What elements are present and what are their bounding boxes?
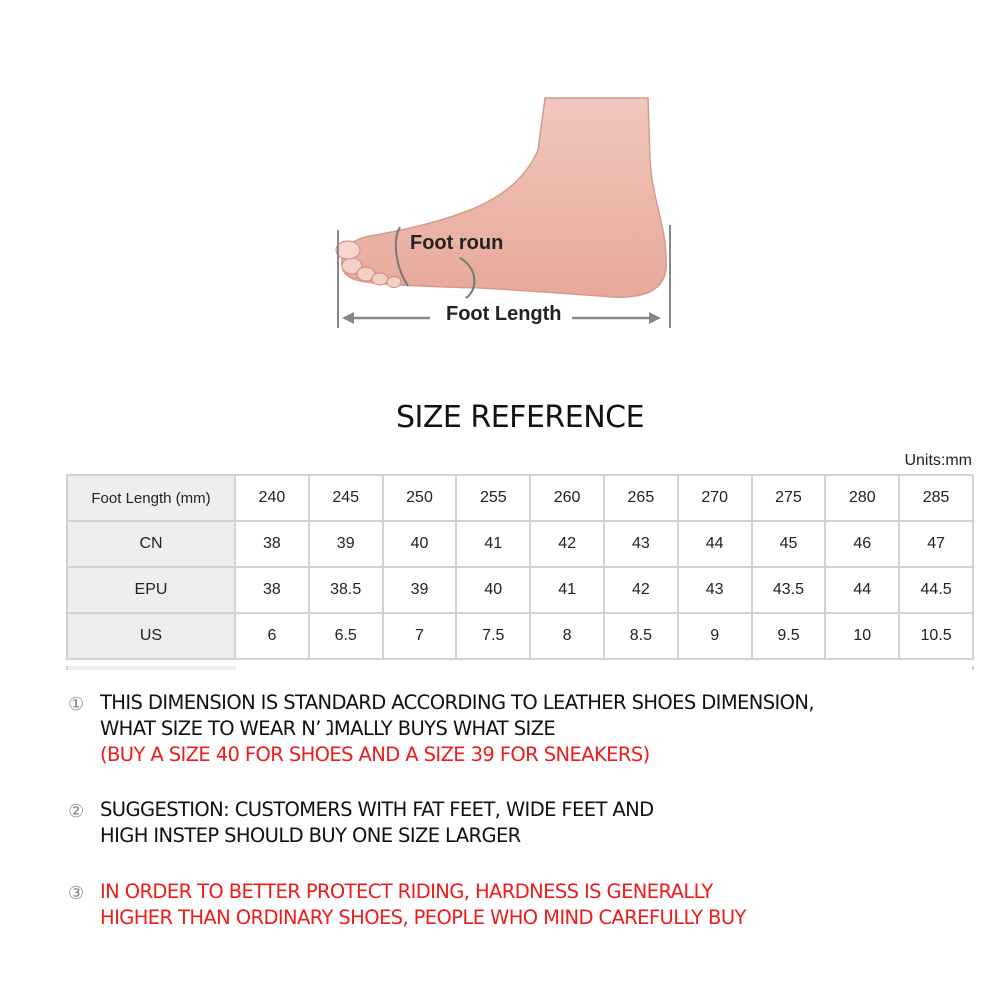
note-1-line-1: THIS DIMENSION IS STANDARD ACCORDING TO LEATHER SHOES DIMENSION,	[100, 691, 815, 714]
toe-4	[387, 277, 401, 288]
foot-length-label: Foot Length	[446, 303, 562, 325]
table-cell: 46	[825, 521, 899, 567]
note-1-marker: ①	[68, 694, 84, 715]
table-row	[67, 613, 973, 659]
table-cell: 43	[678, 567, 752, 613]
table-cell: 43	[604, 521, 678, 567]
table-cell: 255	[456, 475, 530, 521]
table-cell: 41	[530, 567, 604, 613]
note-1-line-2: WHAT SIZE TO WEAR N’ ⱹMALLY BUYS WHAT SIZE	[100, 717, 556, 740]
foot-shape	[342, 98, 666, 297]
table-cell: 45	[752, 521, 826, 567]
table-cell: 285	[899, 475, 973, 521]
table-cell: 6.5	[309, 613, 383, 659]
table-row	[67, 567, 973, 613]
table-cell: 39	[309, 521, 383, 567]
row-header: EPU	[67, 567, 235, 613]
row-header: US	[67, 613, 235, 659]
table-tail	[66, 666, 974, 670]
table-cell: 9.5	[752, 613, 826, 659]
toe-3	[372, 273, 388, 285]
table-cell: 44.5	[899, 567, 973, 613]
table-cell: 41	[456, 521, 530, 567]
table-cell: 40	[383, 521, 457, 567]
table-cell: 7.5	[456, 613, 530, 659]
table-row	[67, 521, 973, 567]
table-cell: 38	[235, 567, 309, 613]
table-cell: 42	[604, 567, 678, 613]
table-cell: 240	[235, 475, 309, 521]
row-header: CN	[67, 521, 235, 567]
table-cell: 7	[383, 613, 457, 659]
table-cell: 44	[678, 521, 752, 567]
big-toe	[336, 241, 360, 259]
note-3-line-2: HIGHER THAN ORDINARY SHOES, PEOPLE WHO MIND CAREFULLY BUY	[100, 906, 746, 929]
note-3-line-1: IN ORDER TO BETTER PROTECT RIDING, HARDNESS IS GENERALLY	[100, 880, 713, 903]
note-1-line-3: (BUY A SIZE 40 FOR SHOES AND A SIZE 39 FOR SNEAKERS)	[100, 743, 650, 766]
note-2-marker: ②	[68, 801, 84, 822]
table-cell: 250	[383, 475, 457, 521]
table-cell: 8.5	[604, 613, 678, 659]
table-cell: 270	[678, 475, 752, 521]
table-cell: 275	[752, 475, 826, 521]
note-2-line-2: HIGH INSTEP SHOULD BUY ONE SIZE LARGER	[100, 824, 521, 847]
table-cell: 47	[899, 521, 973, 567]
table-cell: 38	[235, 521, 309, 567]
table-cell: 38.5	[309, 567, 383, 613]
table-cell: 260	[530, 475, 604, 521]
table-row	[67, 475, 973, 521]
note-2-line-1: SUGGESTION: CUSTOMERS WITH FAT FEET, WIDE FEET AND	[100, 798, 654, 821]
table-cell: 44	[825, 567, 899, 613]
table-cell: 39	[383, 567, 457, 613]
table-cell: 9	[678, 613, 752, 659]
size-table	[66, 474, 974, 660]
table-cell: 280	[825, 475, 899, 521]
table-cell: 42	[530, 521, 604, 567]
row-header: Foot Length (mm)	[67, 475, 235, 521]
note-3-marker: ③	[68, 883, 84, 904]
table-cell: 43.5	[752, 567, 826, 613]
table-cell: 245	[309, 475, 383, 521]
units-label: Units:mm	[904, 452, 972, 469]
table-cell: 10	[825, 613, 899, 659]
page-title: SIZE REFERENCE	[395, 400, 645, 435]
table-cell: 10.5	[899, 613, 973, 659]
table-cell: 8	[530, 613, 604, 659]
table-cell: 40	[456, 567, 530, 613]
foot-round-label: Foot roun	[410, 232, 504, 254]
table-cell: 265	[604, 475, 678, 521]
table-cell: 6	[235, 613, 309, 659]
